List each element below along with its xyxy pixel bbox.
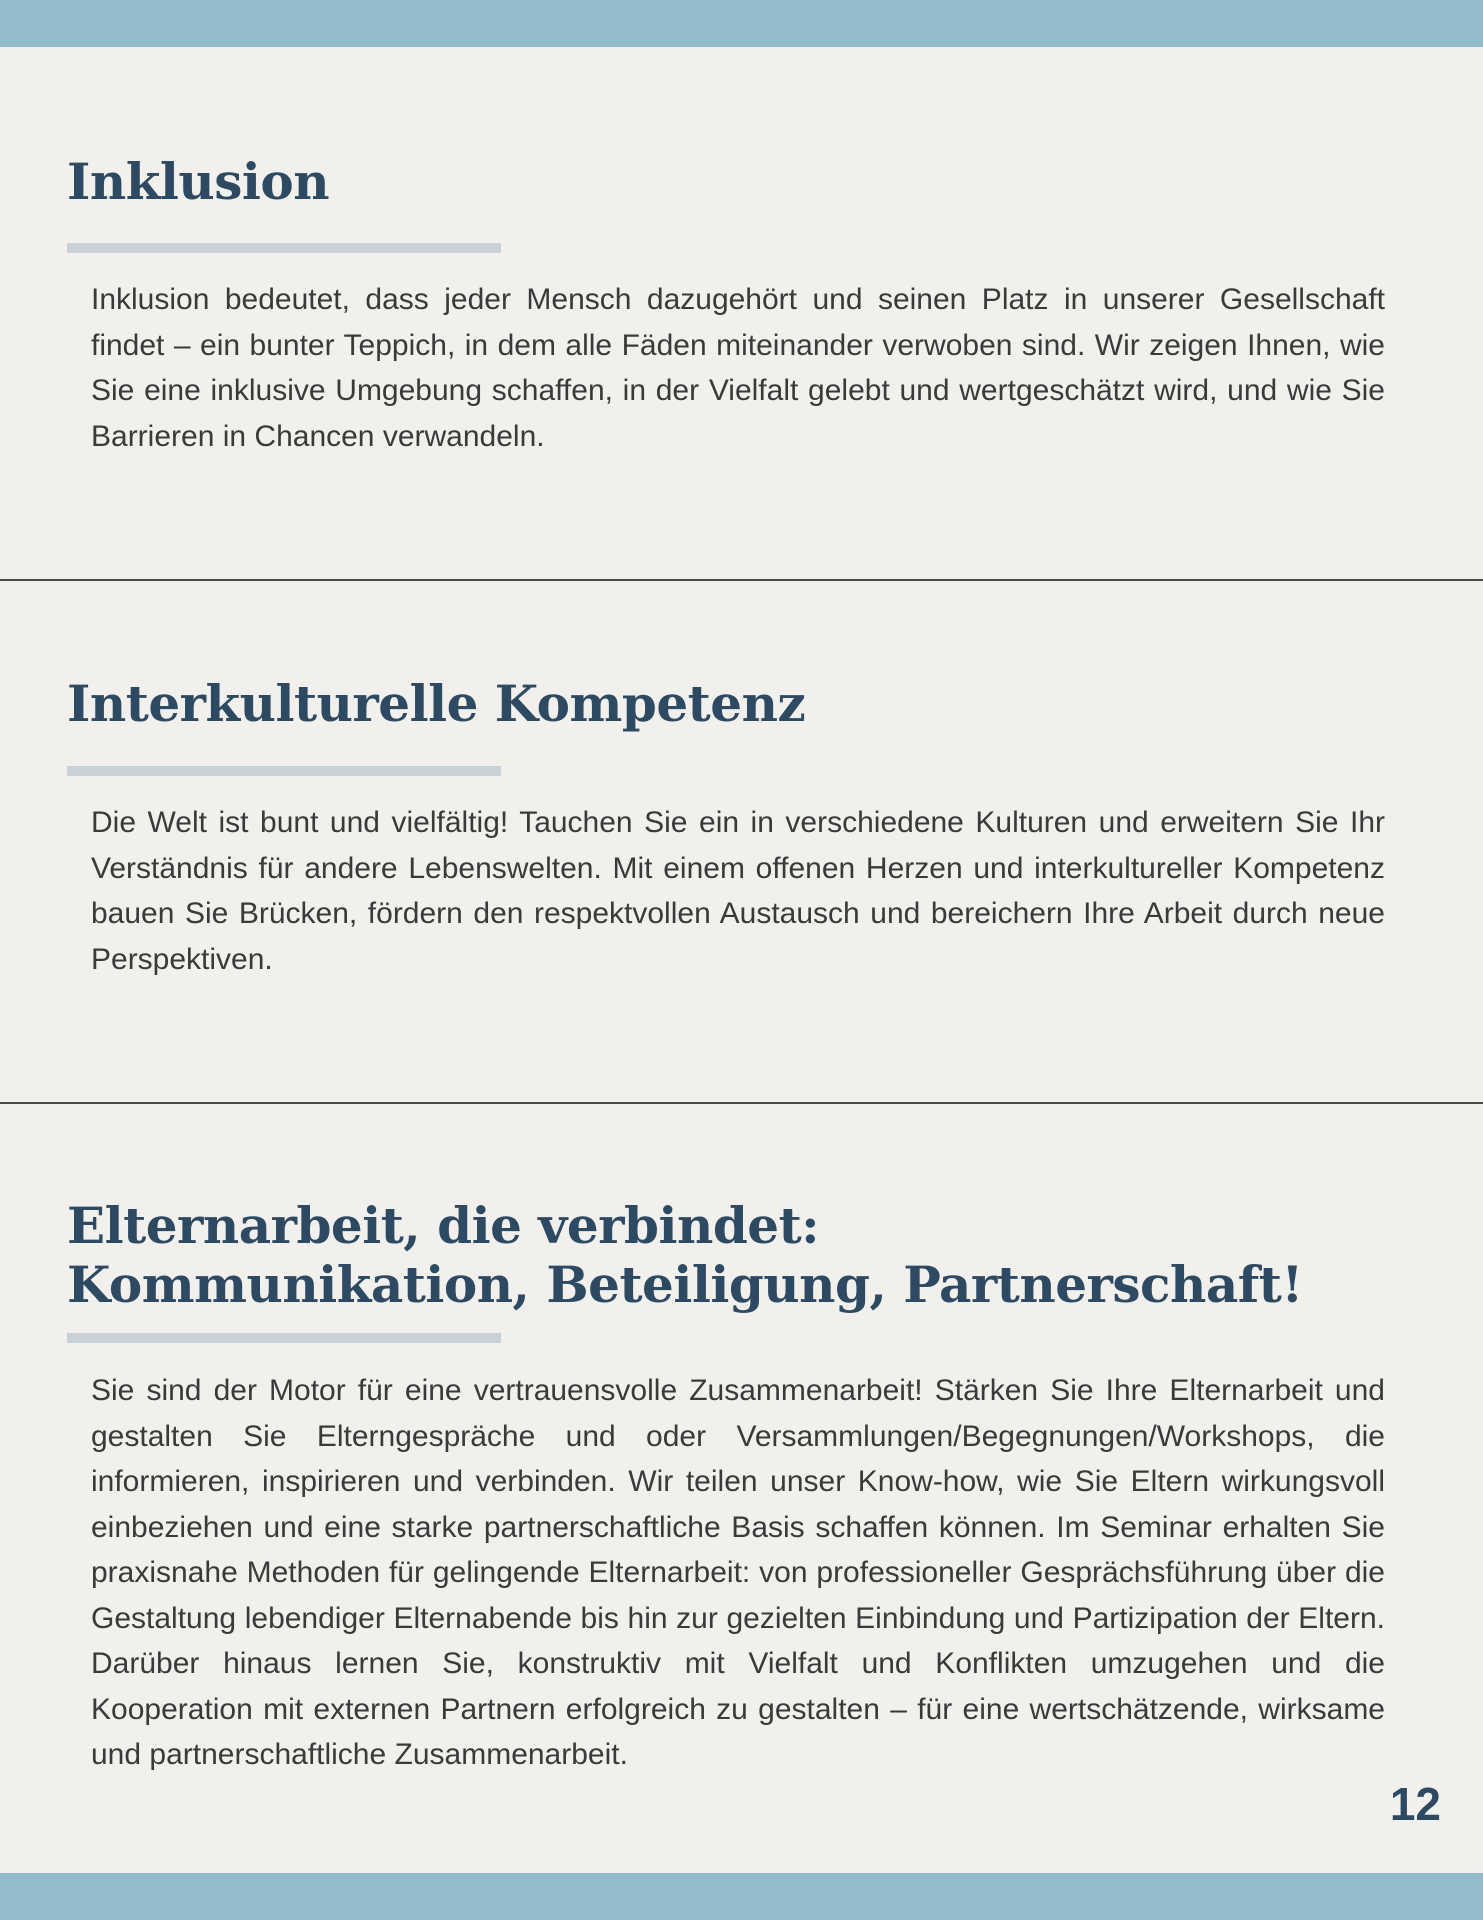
bottom-color-band xyxy=(0,1873,1483,1920)
title-underline xyxy=(67,1333,501,1343)
section-divider xyxy=(0,579,1483,581)
section-divider xyxy=(0,1102,1483,1104)
title-underline xyxy=(67,766,501,776)
section-body-interkulturelle-kompetenz: Die Welt ist bunt und vielfältig! Tauchen Sie ein in verschiedene Kulturen und erweitern Sie Ihr Verständnis für andere Lebenswelten. Mit einem offenen Herzen und interkultureller Kompetenz bauen Sie Brücken, fördern den respektvollen Austausch und bereichern Ihre Arbeit durch neue Perspektiven. xyxy=(91,806,1385,976)
section-title-line: Elternarbeit, die verbindet: xyxy=(67,1196,820,1255)
page-number: 12 xyxy=(1389,1778,1441,1830)
title-underline xyxy=(67,243,501,253)
section-title-elternarbeit xyxy=(67,1196,1303,1314)
top-color-band xyxy=(0,0,1483,47)
section-body-elternarbeit: Sie sind der Motor für eine vertrauensvolle Zusammenarbeit! Stärken Sie Ihre Elternarbeit und gestalten Sie Elterngespräche und oder Versammlungen/Begegnungen/Workshops, die informieren, inspirieren und verbinden. Wir teilen unser Know-how, wie Sie Eltern wirkungsvoll einbeziehen und eine starke partnerschaftliche Basis schaffen können. Im Seminar erhalten Sie praxisnahe Methoden für gelingende Elternarbeit: von professioneller Gesprächsführung über die Gestaltung lebendiger Elternabende bis hin zur gezielten Einbindung und Partizipation der Eltern. Darüber hinaus lernen Sie, konstruktiv mit Vielfalt und Konflikten umzugehen und die Kooperation mit externen Partnern erfolgreich zu gestalten – für eine wertschätzende, wirksame und partnerschaftliche Zusammenarbeit. xyxy=(91,1374,1385,1771)
section-title-inklusion: Inklusion xyxy=(67,152,330,211)
section-body-inklusion: Inklusion bedeutet, dass jeder Mensch dazugehört und seinen Platz in unserer Gesellschaft findet – ein bunter Teppich, in dem alle Fäden miteinander verwoben sind. Wir zeigen Ihnen, wie Sie eine inklusive Umgebung schaffen, in der Vielfalt gelebt und wertgeschätzt wird, und wie Sie Barrieren in Chancen verwandeln. xyxy=(91,283,1385,453)
section-title-line: Kommunikation, Beteiligung, Partnerschaft! xyxy=(67,1255,1303,1314)
section-title-interkulturelle-kompetenz: Interkulturelle Kompetenz xyxy=(67,674,806,733)
